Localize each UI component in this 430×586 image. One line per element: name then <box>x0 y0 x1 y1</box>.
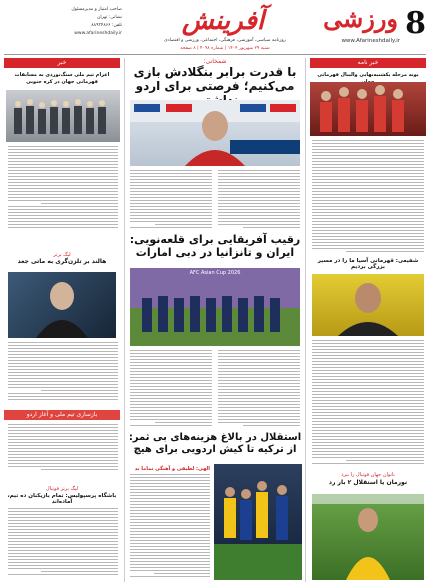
left-story3-title: بازسازی تیم ملی و آغاز اردو <box>4 410 120 420</box>
center-headline: با قدرت برابر بنگلادش بازی می‌کنیم؛ فرصتی برای اردو <box>133 65 297 93</box>
coach-photo <box>8 272 116 338</box>
column-divider-left <box>124 58 125 582</box>
masthead-rule <box>4 54 426 55</box>
left-story4-body <box>8 508 118 580</box>
right-story3-kicker: ناتوان جهان فوتبال را ببرد <box>341 472 395 478</box>
masthead-info-block <box>4 6 122 38</box>
coach-closeup-photo <box>312 274 424 336</box>
info-line: نشانی: تهران <box>97 15 122 20</box>
info-line: www.afarineshdaily.ir <box>74 31 122 36</box>
center-story1-body-a <box>218 170 300 230</box>
volleyball-photo <box>310 82 426 136</box>
coach-closeup-figure <box>312 274 424 336</box>
team-photo-figures <box>6 90 120 142</box>
section-title: ورزشی <box>323 4 398 33</box>
player-photo <box>312 494 424 580</box>
center-sub-kicker: الهی: لطیفی و آهنگی تماما بد <box>134 466 210 472</box>
left-story2-body <box>8 342 118 404</box>
match-action-scene <box>214 464 302 580</box>
team-photo <box>6 90 120 142</box>
left-story2-title: هالند بر تلزن‌گری به ماتی جعد <box>17 258 107 265</box>
center-story1-body-b <box>130 170 212 230</box>
left-story3-body <box>8 424 118 476</box>
coach-press-photo <box>130 100 300 166</box>
masthead <box>0 0 430 56</box>
newspaper-logo: آفرینش <box>181 6 265 36</box>
left-story1-title: اعزام تیم ملی ستگ‌نوردی به مسابقات قهرمانی جهان در کره جنوبی <box>14 72 110 85</box>
newspaper-subtitle: روزنامه سیاسی، آموزشی، فرهنگی، اجتماعی، ورزشی و اقتصادی <box>164 38 286 43</box>
right-story2-title: شفیعی: قهرمانی آسیا ما را در مسیر بزرگی بردیم <box>317 258 419 271</box>
center-headline3: استقلال در بالاغ هزینه‌های بی ثمر: از ترکیه تا کیش اردویی برای هیچ <box>128 432 302 455</box>
page-number: 8 <box>405 6 426 41</box>
left-story2-kicker: لیگ برتر <box>53 252 71 258</box>
center-story3-body <box>130 474 210 580</box>
player-scene <box>312 494 424 580</box>
coach-photo-figure <box>8 272 116 338</box>
center-story2-body-a <box>218 350 300 430</box>
volleyball-team-scene <box>310 82 426 136</box>
match-photo <box>214 464 302 580</box>
right-story1-body <box>312 140 424 254</box>
left-story1-body <box>8 146 118 230</box>
left-story4-title: باشگاه پرسپولیس: تمام بازیکنان ده تیم، آماده‌اند <box>7 493 117 506</box>
issue-line: شنبه ۲۹ شهریور ۱۴۰۴ | شماره ۴۰۹۸ | ۸ صفحه <box>180 46 270 51</box>
right-story2-body <box>312 340 424 466</box>
photo-banner: AFC Asian Cup 2026 <box>189 270 241 276</box>
center-kicker: شمخانی: <box>203 58 227 65</box>
national-team-photo <box>130 268 300 346</box>
center-story2-body-b <box>130 350 212 430</box>
info-line: تلفن: ۸۸۹۳۴۸۶۶ <box>91 23 122 28</box>
column-divider-right <box>305 58 306 582</box>
right-column-header: خبر نامه <box>310 58 426 68</box>
right-story3-title: نورمان یا استقلال ۲ بار رد <box>328 479 408 486</box>
team-lineup-scene <box>130 268 300 346</box>
left-column-header: خبر <box>4 58 120 68</box>
website-url: www.Afarineshdaily.ir <box>341 38 400 44</box>
press-conference-scene <box>130 100 300 166</box>
center-headline2: رقیب آفریقایی برای قلعه‌نویی: ایران و تانزانیا در دبی امارات <box>129 233 301 259</box>
left-story4-kicker: لیگ برتر فوتبال <box>45 486 79 492</box>
right-story1-title: بونه مرحله یکشنبه‌نهایی والیبال قهرمانی <box>317 72 419 78</box>
info-line: صاحب امتیاز و مدیرمسئول <box>71 7 122 12</box>
